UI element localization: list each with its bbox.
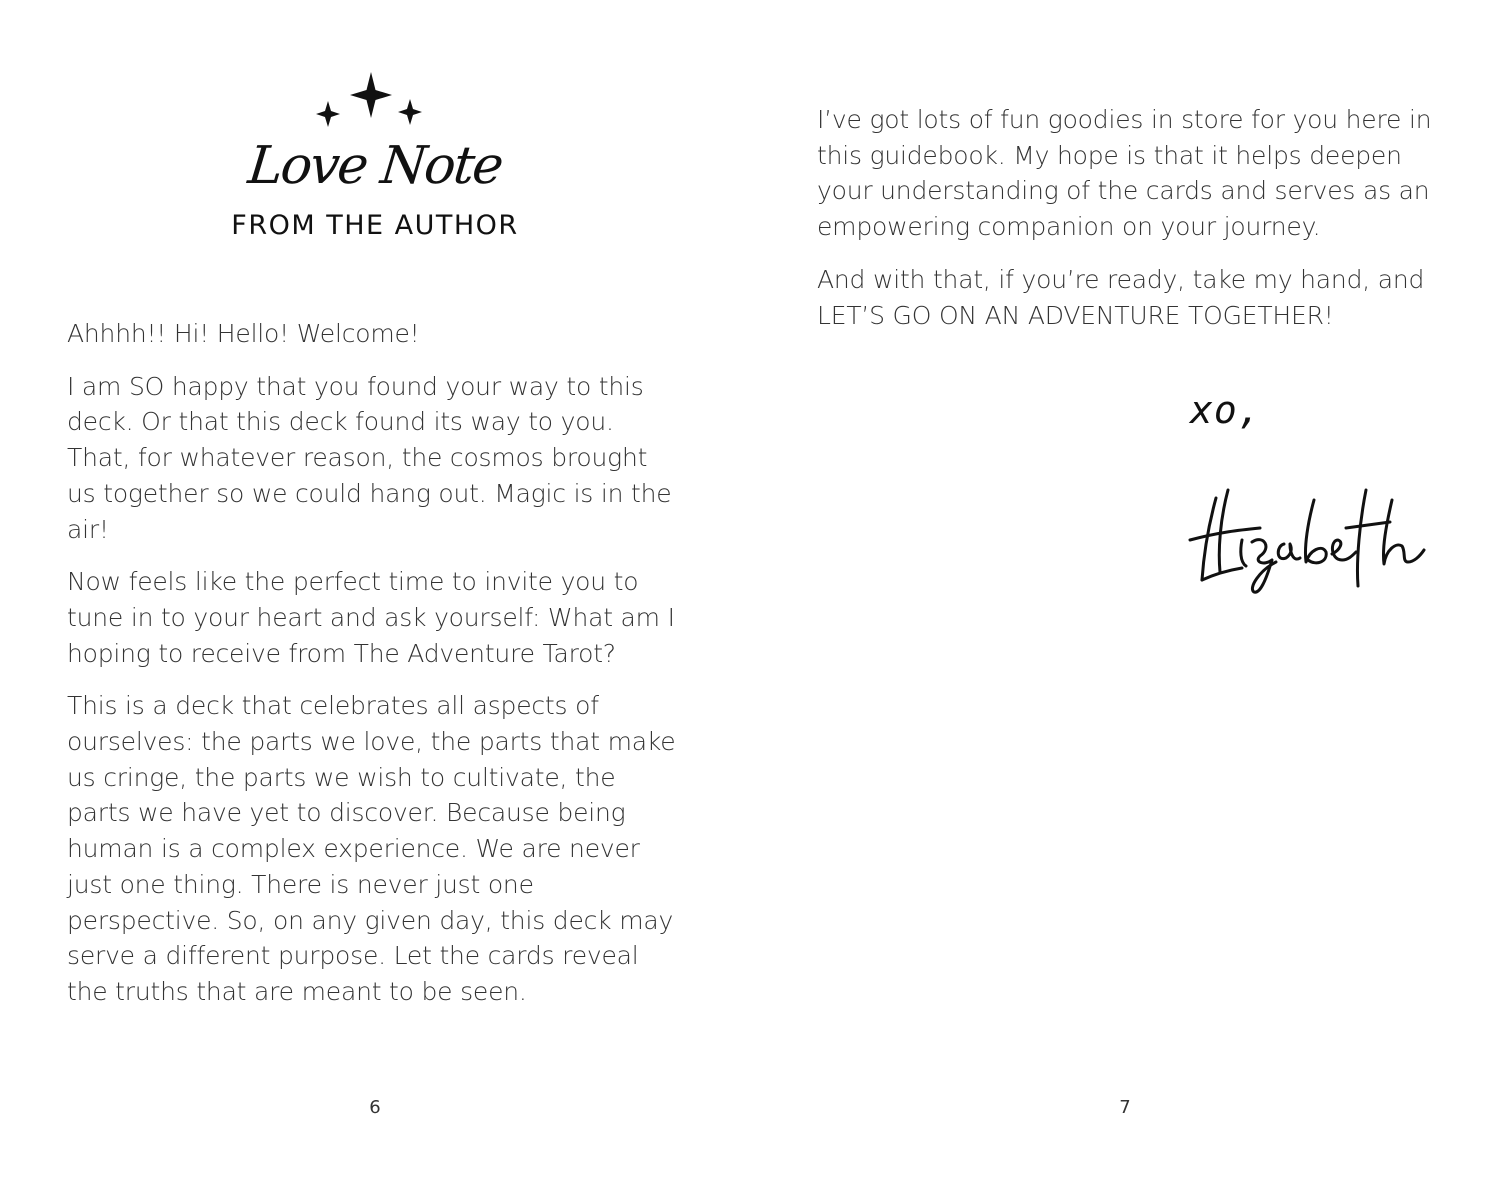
right-page	[750, 0, 1500, 1178]
title-love-note: Love Note	[245, 136, 505, 196]
title-from-the-author: FROM THE AUTHOR	[231, 210, 519, 241]
paragraph: Now feels like the perfect time to invite you to tune in to your heart and ask yourself: What am I hoping to receive from The Adventure Tarot?	[67, 567, 675, 668]
signoff: xo,	[1190, 388, 1262, 432]
left-body-text	[67, 316, 682, 1027]
paragraph: I am SO happy that you found your way to this deck. Or that this deck found its way to you. That, for whatever reason, the cosmos brought us together so we could hang out. Magic is in the air!	[67, 371, 672, 544]
page-number: 6	[369, 1097, 381, 1118]
paragraph: Ahhhh!! Hi! Hello! Welcome!	[67, 319, 420, 348]
sparkle-stars-icon	[308, 68, 438, 134]
signature-image	[1180, 470, 1430, 610]
paragraph: This is a deck that celebrates all aspects of ourselves: the parts we love, the parts that make us cringe, the parts we wish to cultivate, the parts we have yet to discover. Because being human is a complex experience. We are never just one thing. There is never just one perspective. So, on any given day, this deck may serve a different purpose. Let the cards reveal the truths that are meant to be seen.	[67, 691, 676, 1006]
page-number: 7	[1119, 1097, 1131, 1118]
paragraph: I’ve got lots of fun goodies in store for you here in this guidebook. My hope is that it helps deepen your understanding of the cards and serves as an empowering companion on your journey.	[817, 105, 1432, 242]
right-body-text	[817, 102, 1442, 350]
paragraph: And with that, if you’re ready, take my hand, and LET’S GO ON AN ADVENTURE TOGETHER!	[817, 264, 1425, 330]
